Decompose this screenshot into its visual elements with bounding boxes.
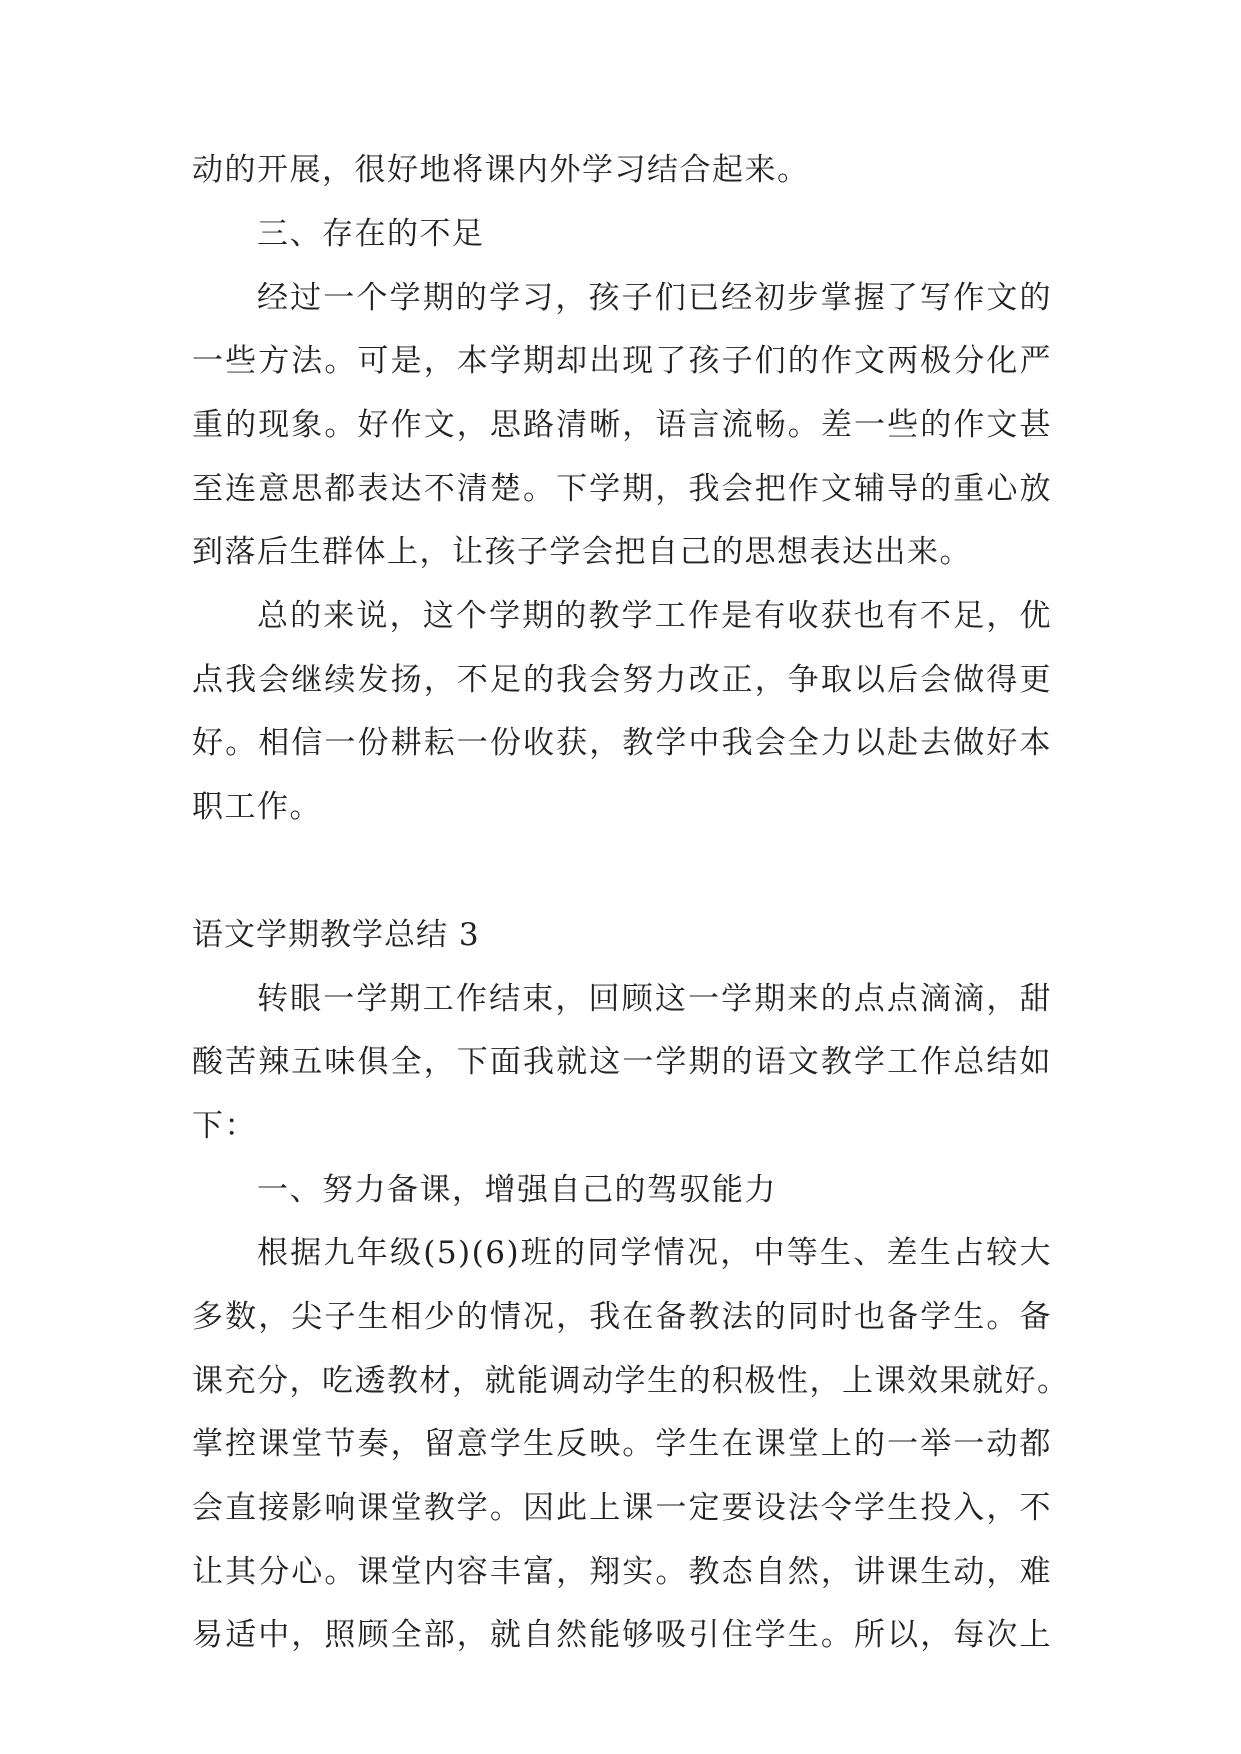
document-title: 语文学期教学总结 3 (192, 917, 480, 953)
text-line: 易适中，照顾全部，就自然能够吸引住学生。所以，每次上 (192, 1617, 1052, 1653)
text-line: 会直接影响课堂教学。因此上课一定要设法令学生投入，不 (192, 1490, 1052, 1526)
text-line: 一些方法。可是，本学期却出现了孩子们的作文两极分化严 (192, 343, 1052, 379)
text-line: 课充分，吃透教材，就能调动学生的积极性，上课效果就好。 (192, 1363, 1070, 1399)
text-line: 掌控课堂节奏，留意学生反映。学生在课堂上的一举一动都 (192, 1426, 1052, 1462)
text-line: 到落后生群体上，让孩子学会把自己的思想表达出来。 (192, 534, 972, 570)
text-line: 下： (192, 1108, 257, 1144)
section-heading: 一、努力备课，增强自己的驾驭能力 (257, 1172, 777, 1208)
text-line: 动的开展，很好地将课内外学习结合起来。 (192, 152, 810, 188)
text-line: 点我会继续发扬，不足的我会努力改正，争取以后会做得更 (192, 662, 1052, 698)
text-line: 重的现象。好作文，思路清晰，语言流畅。差一些的作文甚 (192, 407, 1052, 443)
text-line: 职工作。 (192, 789, 322, 825)
text-line: 经过一个学期的学习，孩子们已经初步掌握了写作文的 (257, 280, 1052, 316)
text-line: 好。相信一份耕耘一份收获，教学中我会全力以赴去做好本 (192, 725, 1052, 761)
text-line: 总的来说，这个学期的教学工作是有收获也有不足，优 (257, 598, 1052, 634)
text-line: 转眼一学期工作结束，回顾这一学期来的点点滴滴，甜 (257, 981, 1052, 1017)
text-line: 至连意思都表达不清楚。下学期，我会把作文辅导的重心放 (192, 471, 1052, 507)
text-line: 根据九年级(5)(6)班的同学情况，中等生、差生占较大 (257, 1235, 1052, 1271)
text-line: 多数，尖子生相少的情况，我在备教法的同时也备学生。备 (192, 1299, 1052, 1335)
section-heading: 三、存在的不足 (257, 216, 485, 252)
text-line: 酸苦辣五味俱全，下面我就这一学期的语文教学工作总结如 (192, 1044, 1052, 1080)
text-line: 让其分心。课堂内容丰富，翔实。教态自然，讲课生动，难 (192, 1554, 1052, 1590)
